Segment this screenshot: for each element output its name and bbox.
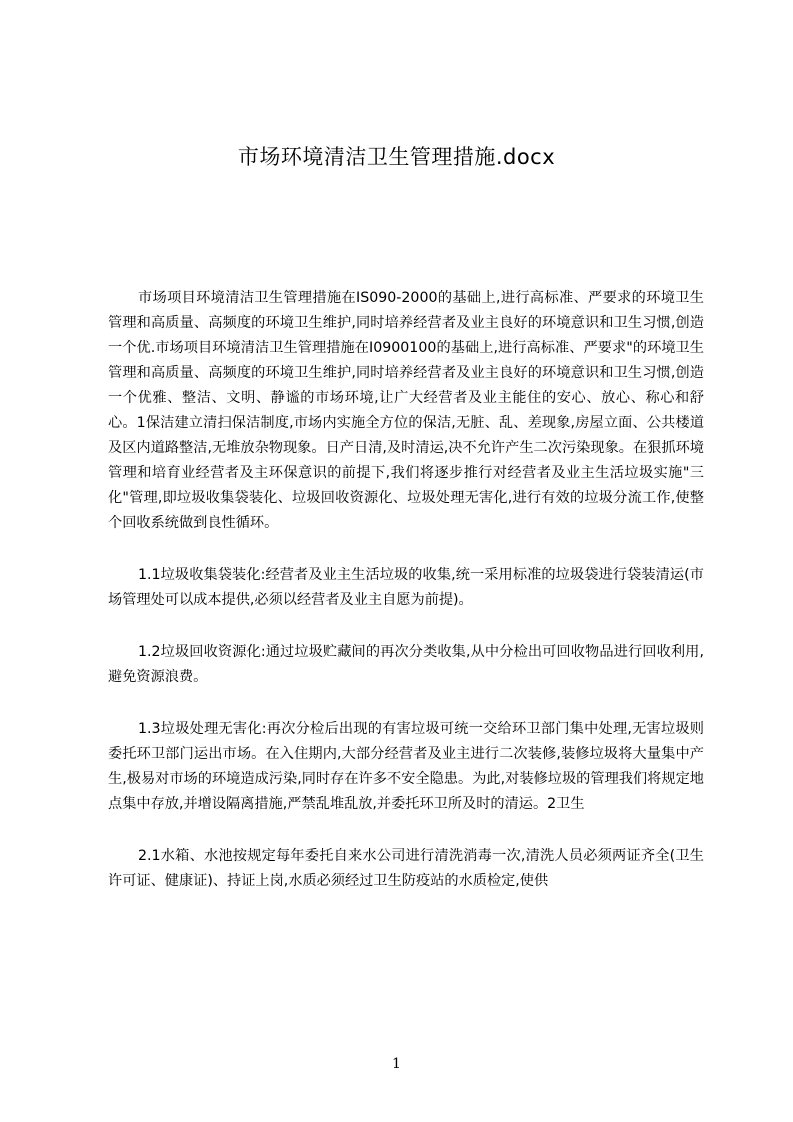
document-body: [108, 286, 704, 921]
document-title: 市场环境清洁卫生管理措施.docx: [237, 145, 556, 169]
paragraph-intro: 市场项目环境清洁卫生管理措施在IS090-2000的基础上,进行高标准、严要求的环境卫生管理和高质量、高频度的环境卫生维护,同时培养经营者及业主良好的环境意识和卫生习惯,创造一个优.市场项目环境清洁卫生管理措施在I0900100的基础上,进行高标准、严要求"的环境卫生管理和高质量、高频度的环境卫生维护,同时培养经营者及业主良好的环境意识和卫生习惯,创造一个优雅、整洁、文明、静谧的市场环境,让广大经营者及业主能住的安心、放心、称心和舒心。1保洁建立清扫保洁制度,市场内实施全方位的保洁,无脏、乱、差现象,房屋立面、公共楼道及区内道路整洁,无堆放杂物现象。日产日清,及时清运,决不允许产生二次污染现象。在狠抓环境管理和培育业经营者及主环保意识的前提下,我们将逐步推行对经营者及业主生活垃圾实施"三化"管理,即垃圾收集袋装化、垃圾回收资源化、垃圾处理无害化,进行有效的垃圾分流工作,使整个回收系统做到良性循环。: [108, 290, 704, 531]
paragraph-1-2: 1.2垃圾回收资源化:通过垃圾贮藏间的再次分类收集,从中分检出可回收物品进行回收利用,避免资源浪费。: [108, 644, 704, 685]
page-number: 1: [392, 1056, 401, 1072]
paragraph-1-3: 1.3垃圾处理无害化:再次分检后出现的有害垃圾可统一交给环卫部门集中处理,无害垃圾则委托环卫部门运出市场。在入住期内,大部分经营者及业主进行二次装修,装修垃圾将大量集中产生,极易对市场的环境造成污染,同时存在许多不安全隐患。为此,对装修垃圾的管理我们将规定地点集中存放,并增设隔离措施,严禁乱堆乱放,并委托环卫所及时的清运。2卫生: [108, 721, 704, 812]
paragraph-2-1: 2.1水箱、水池按规定每年委托自来水公司进行清洗消毒一次,清洗人员必须两证齐全(卫生许可证、健康证)、持证上岗,水质必须经过卫生防疫站的水质检定,使供: [108, 848, 704, 889]
paragraph-1-1: 1.1垃圾收集袋装化:经营者及业主生活垃圾的收集,统一采用标准的垃圾袋进行袋装清运(市场管理处可以成本提供,必须以经营者及业主自愿为前提)。: [108, 567, 704, 608]
